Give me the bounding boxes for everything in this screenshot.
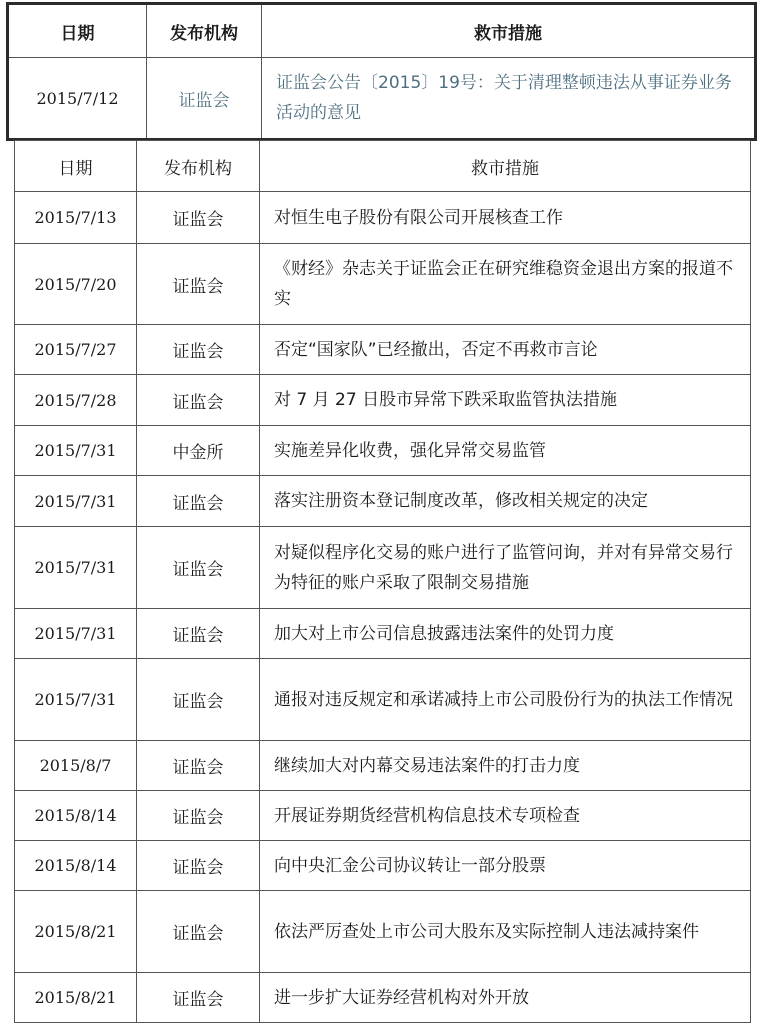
table-row [15, 841, 751, 891]
header-measure: 救市措施 [262, 4, 756, 58]
cell-measure: 通报对违反规定和承诺减持上市公司股份行为的执法工作情况 [260, 659, 751, 741]
header-date: 日期 [8, 4, 147, 58]
cell-org: 证监会 [137, 192, 260, 244]
cell-measure: 证监会公告〔2015〕19号：关于清理整顿违法从事证券业务活动的意见 [262, 58, 756, 140]
cell-org: 证监会 [137, 841, 260, 891]
cell-measure: 对 7 月 27 日股市异常下跌采取监管执法措施 [260, 375, 751, 426]
cell-org: 证监会 [137, 609, 260, 659]
table-row [15, 375, 751, 426]
header-measure: 救市措施 [260, 141, 751, 192]
cell-org: 证监会 [137, 476, 260, 527]
table-row [15, 741, 751, 791]
table-row [15, 325, 751, 375]
header-row [15, 141, 751, 192]
table-row [15, 891, 751, 973]
cell-date: 2015/8/21 [15, 891, 137, 973]
cell-measure: 对恒生电子股份有限公司开展核查工作 [260, 192, 751, 244]
table-main [14, 140, 751, 1023]
cell-org: 证监会 [137, 325, 260, 375]
cell-date: 2015/8/14 [15, 791, 137, 841]
table-row [15, 476, 751, 527]
cell-date: 2015/7/12 [8, 58, 147, 140]
cell-date: 2015/7/31 [15, 609, 137, 659]
table-row [15, 244, 751, 325]
cell-org: 证监会 [137, 244, 260, 325]
cell-date: 2015/7/31 [15, 476, 137, 527]
header-org: 发布机构 [137, 141, 260, 192]
table-row [8, 58, 756, 140]
cell-date: 2015/8/21 [15, 973, 137, 1023]
cell-org: 证监会 [137, 375, 260, 426]
cell-date: 2015/7/27 [15, 325, 137, 375]
cell-org: 证监会 [137, 741, 260, 791]
table-row [15, 973, 751, 1023]
table-top [6, 2, 757, 141]
header-row [8, 4, 756, 58]
cell-org: 证监会 [137, 891, 260, 973]
cell-date: 2015/7/31 [15, 527, 137, 609]
cell-date: 2015/7/31 [15, 426, 137, 476]
cell-measure: 进一步扩大证券经营机构对外开放 [260, 973, 751, 1023]
cell-org: 证监会 [137, 973, 260, 1023]
cell-measure: 对疑似程序化交易的账户进行了监管问询，并对有异常交易行为特征的账户采取了限制交易措施 [260, 527, 751, 609]
cell-org: 证监会 [137, 527, 260, 609]
cell-measure: 继续加大对内幕交易违法案件的打击力度 [260, 741, 751, 791]
cell-date: 2015/8/7 [15, 741, 137, 791]
cell-org: 中金所 [137, 426, 260, 476]
table-row [15, 609, 751, 659]
cell-date: 2015/7/31 [15, 659, 137, 741]
table-row [15, 426, 751, 476]
cell-measure: 依法严厉查处上市公司大股东及实际控制人违法减持案件 [260, 891, 751, 973]
cell-measure: 开展证券期货经营机构信息技术专项检查 [260, 791, 751, 841]
header-org: 发布机构 [147, 4, 262, 58]
cell-measure: 向中央汇金公司协议转让一部分股票 [260, 841, 751, 891]
cell-date: 2015/7/20 [15, 244, 137, 325]
cell-measure: 加大对上市公司信息披露违法案件的处罚力度 [260, 609, 751, 659]
table-row [15, 659, 751, 741]
cell-measure: 实施差异化收费，强化异常交易监管 [260, 426, 751, 476]
cell-org: 证监会 [147, 58, 262, 140]
cell-measure: 否定“国家队”已经撤出，否定不再救市言论 [260, 325, 751, 375]
table-row [15, 192, 751, 244]
header-date: 日期 [15, 141, 137, 192]
table-row [15, 791, 751, 841]
cell-date: 2015/8/14 [15, 841, 137, 891]
cell-measure: 《财经》杂志关于证监会正在研究维稳资金退出方案的报道不实 [260, 244, 751, 325]
table-row [15, 527, 751, 609]
cell-date: 2015/7/13 [15, 192, 137, 244]
cell-org: 证监会 [137, 659, 260, 741]
cell-measure: 落实注册资本登记制度改革，修改相关规定的决定 [260, 476, 751, 527]
cell-org: 证监会 [137, 791, 260, 841]
cell-date: 2015/7/28 [15, 375, 137, 426]
